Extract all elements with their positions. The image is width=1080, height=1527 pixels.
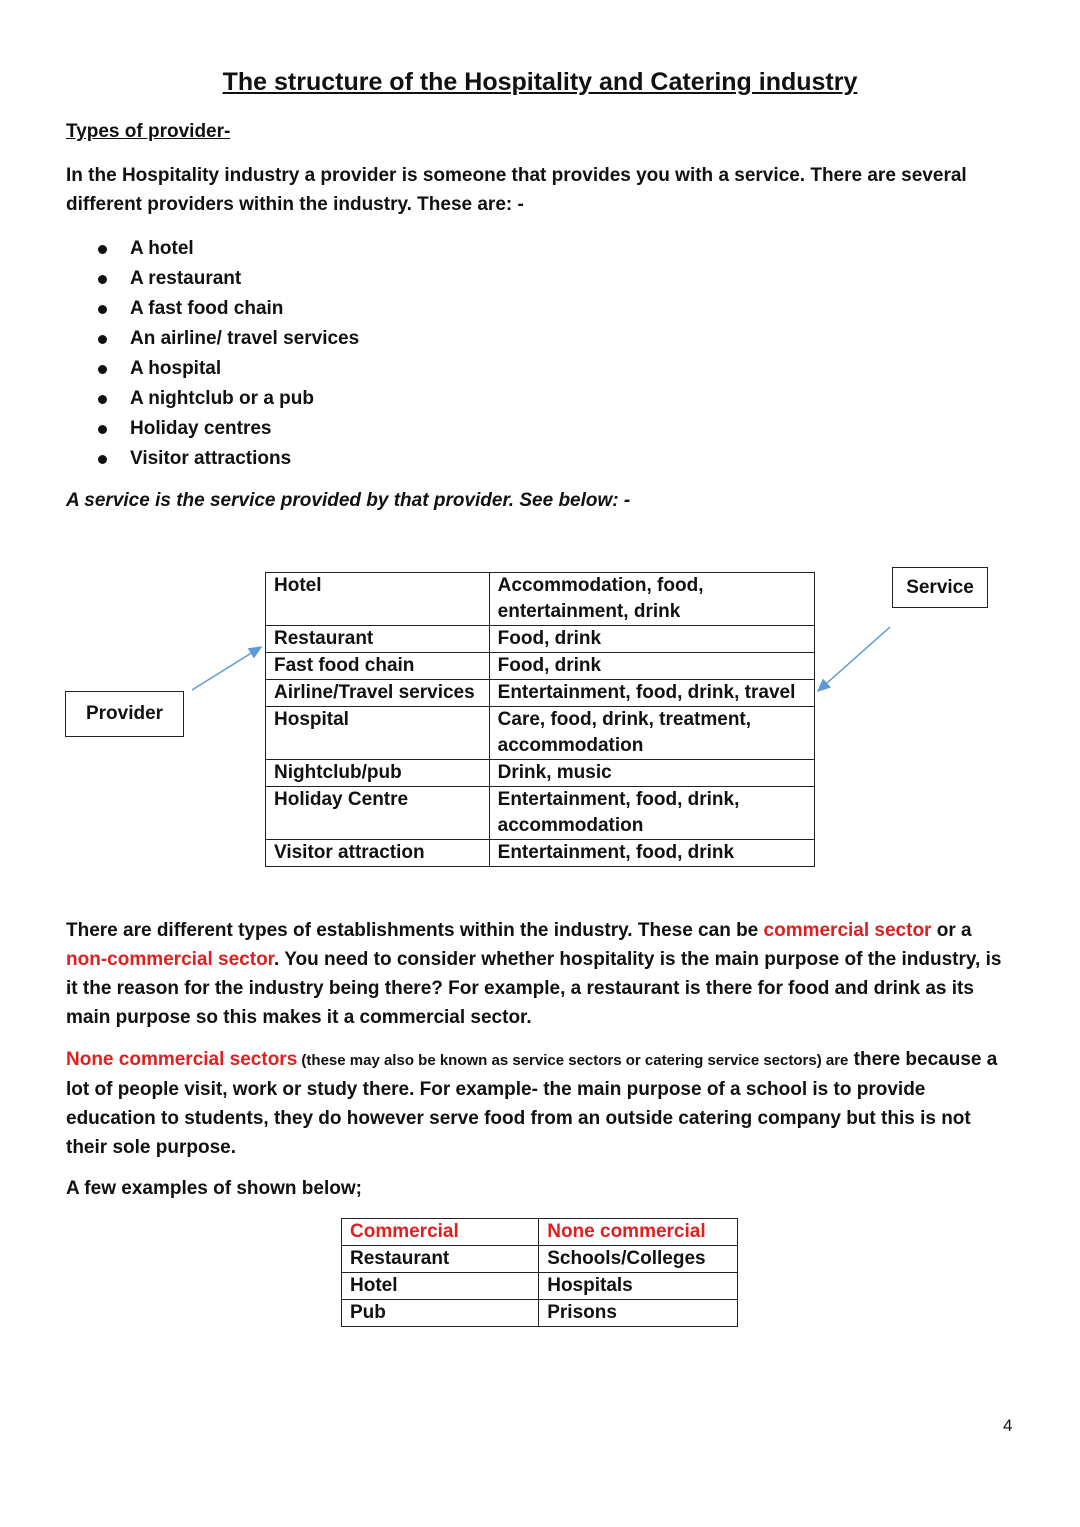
list-item: A fast food chain bbox=[98, 294, 359, 324]
provider-service-table bbox=[265, 572, 815, 867]
list-item: A restaurant bbox=[98, 264, 359, 294]
sectors-text-2: or a bbox=[931, 920, 972, 941]
provider-arrow bbox=[192, 647, 261, 690]
table-row bbox=[266, 653, 815, 680]
service-label: Service bbox=[906, 576, 974, 598]
table-row bbox=[342, 1273, 738, 1300]
page-title: The structure of the Hospitality and Catering industry bbox=[222, 68, 858, 96]
sectors-text-3: . You need to consider whether hospitality is the main purpose of the industry, is it the reason for the industry being there? For example, a restaurant is there for food and drink as its main purpose so this makes it a commercial sector. bbox=[66, 949, 1002, 1028]
table-row bbox=[266, 707, 815, 760]
service-cell: Care, food, drink, treatment, accommodation bbox=[489, 707, 814, 760]
commercial-cell: Restaurant bbox=[342, 1246, 539, 1273]
none-commercial-header: None commercial bbox=[539, 1219, 738, 1246]
table-row bbox=[342, 1246, 738, 1273]
none-commercial-text: there because a lot of people visit, work or study there. For example- the main purpose of a school is to provide education to students, they do however serve food from an outside catering company but this is not their sole purpose. bbox=[66, 1049, 998, 1158]
table-row bbox=[266, 626, 815, 653]
intro-paragraph: In the Hospitality industry a provider is someone that provides you with a service. There are several different providers within the industry. These are: - bbox=[66, 165, 967, 215]
non-commercial-sector-term: non-commercial sector bbox=[66, 949, 275, 970]
page-number: 4 bbox=[1003, 1416, 1013, 1435]
list-item: Holiday centres bbox=[98, 414, 359, 444]
list-item: A hotel bbox=[98, 234, 359, 264]
none-commercial-aside: (these may also be known as service sectors or catering service sectors) are bbox=[297, 1052, 849, 1069]
service-cell: Drink, music bbox=[489, 760, 814, 787]
table-row bbox=[266, 760, 815, 787]
provider-cell: Holiday Centre bbox=[266, 787, 490, 840]
types-of-provider-heading: Types of provider- bbox=[66, 121, 231, 142]
provider-cell: Hospital bbox=[266, 707, 490, 760]
table-header-row bbox=[342, 1219, 738, 1246]
none-commercial-term: None commercial sectors bbox=[66, 1049, 298, 1070]
service-arrow bbox=[818, 627, 890, 691]
table-row bbox=[266, 787, 815, 840]
provider-cell: Visitor attraction bbox=[266, 840, 490, 867]
commercial-sector-term: commercial sector bbox=[763, 920, 932, 941]
service-cell: Entertainment, food, drink bbox=[489, 840, 814, 867]
sector-table bbox=[341, 1218, 738, 1327]
service-cell: Entertainment, food, drink, travel bbox=[489, 680, 814, 707]
none-commercial-paragraph bbox=[66, 1045, 1016, 1162]
none-commercial-cell: Hospitals bbox=[539, 1273, 738, 1300]
service-cell: Accommodation, food, entertainment, drink bbox=[489, 573, 814, 626]
provider-cell: Fast food chain bbox=[266, 653, 490, 680]
service-cell: Entertainment, food, drink, accommodation bbox=[489, 787, 814, 840]
examples-intro: A few examples of shown below; bbox=[66, 1178, 362, 1199]
service-cell: Food, drink bbox=[489, 626, 814, 653]
provider-cell: Nightclub/pub bbox=[266, 760, 490, 787]
commercial-cell: Hotel bbox=[342, 1273, 539, 1300]
list-item: Visitor attractions bbox=[98, 444, 359, 474]
provider-label: Provider bbox=[85, 703, 164, 724]
table-row bbox=[266, 573, 815, 626]
commercial-header: Commercial bbox=[342, 1219, 539, 1246]
list-item: A nightclub or a pub bbox=[98, 384, 359, 414]
list-item: An airline/ travel services bbox=[98, 324, 359, 354]
provider-cell: Restaurant bbox=[266, 626, 490, 653]
service-note: A service is the service provided by that provider. See below: - bbox=[66, 490, 631, 511]
none-commercial-cell: Schools/Colleges bbox=[539, 1246, 738, 1273]
provider-cell: Hotel bbox=[266, 573, 490, 626]
service-cell: Food, drink bbox=[489, 653, 814, 680]
table-row bbox=[266, 840, 815, 867]
provider-cell: Airline/Travel services bbox=[266, 680, 490, 707]
sectors-text-1: There are different types of establishments within the industry. These can be bbox=[66, 920, 764, 941]
commercial-cell: Pub bbox=[342, 1300, 539, 1327]
list-item: A hospital bbox=[98, 354, 359, 384]
sectors-paragraph bbox=[66, 916, 1016, 1032]
table-row bbox=[342, 1300, 738, 1327]
table-row bbox=[266, 680, 815, 707]
none-commercial-cell: Prisons bbox=[539, 1300, 738, 1327]
